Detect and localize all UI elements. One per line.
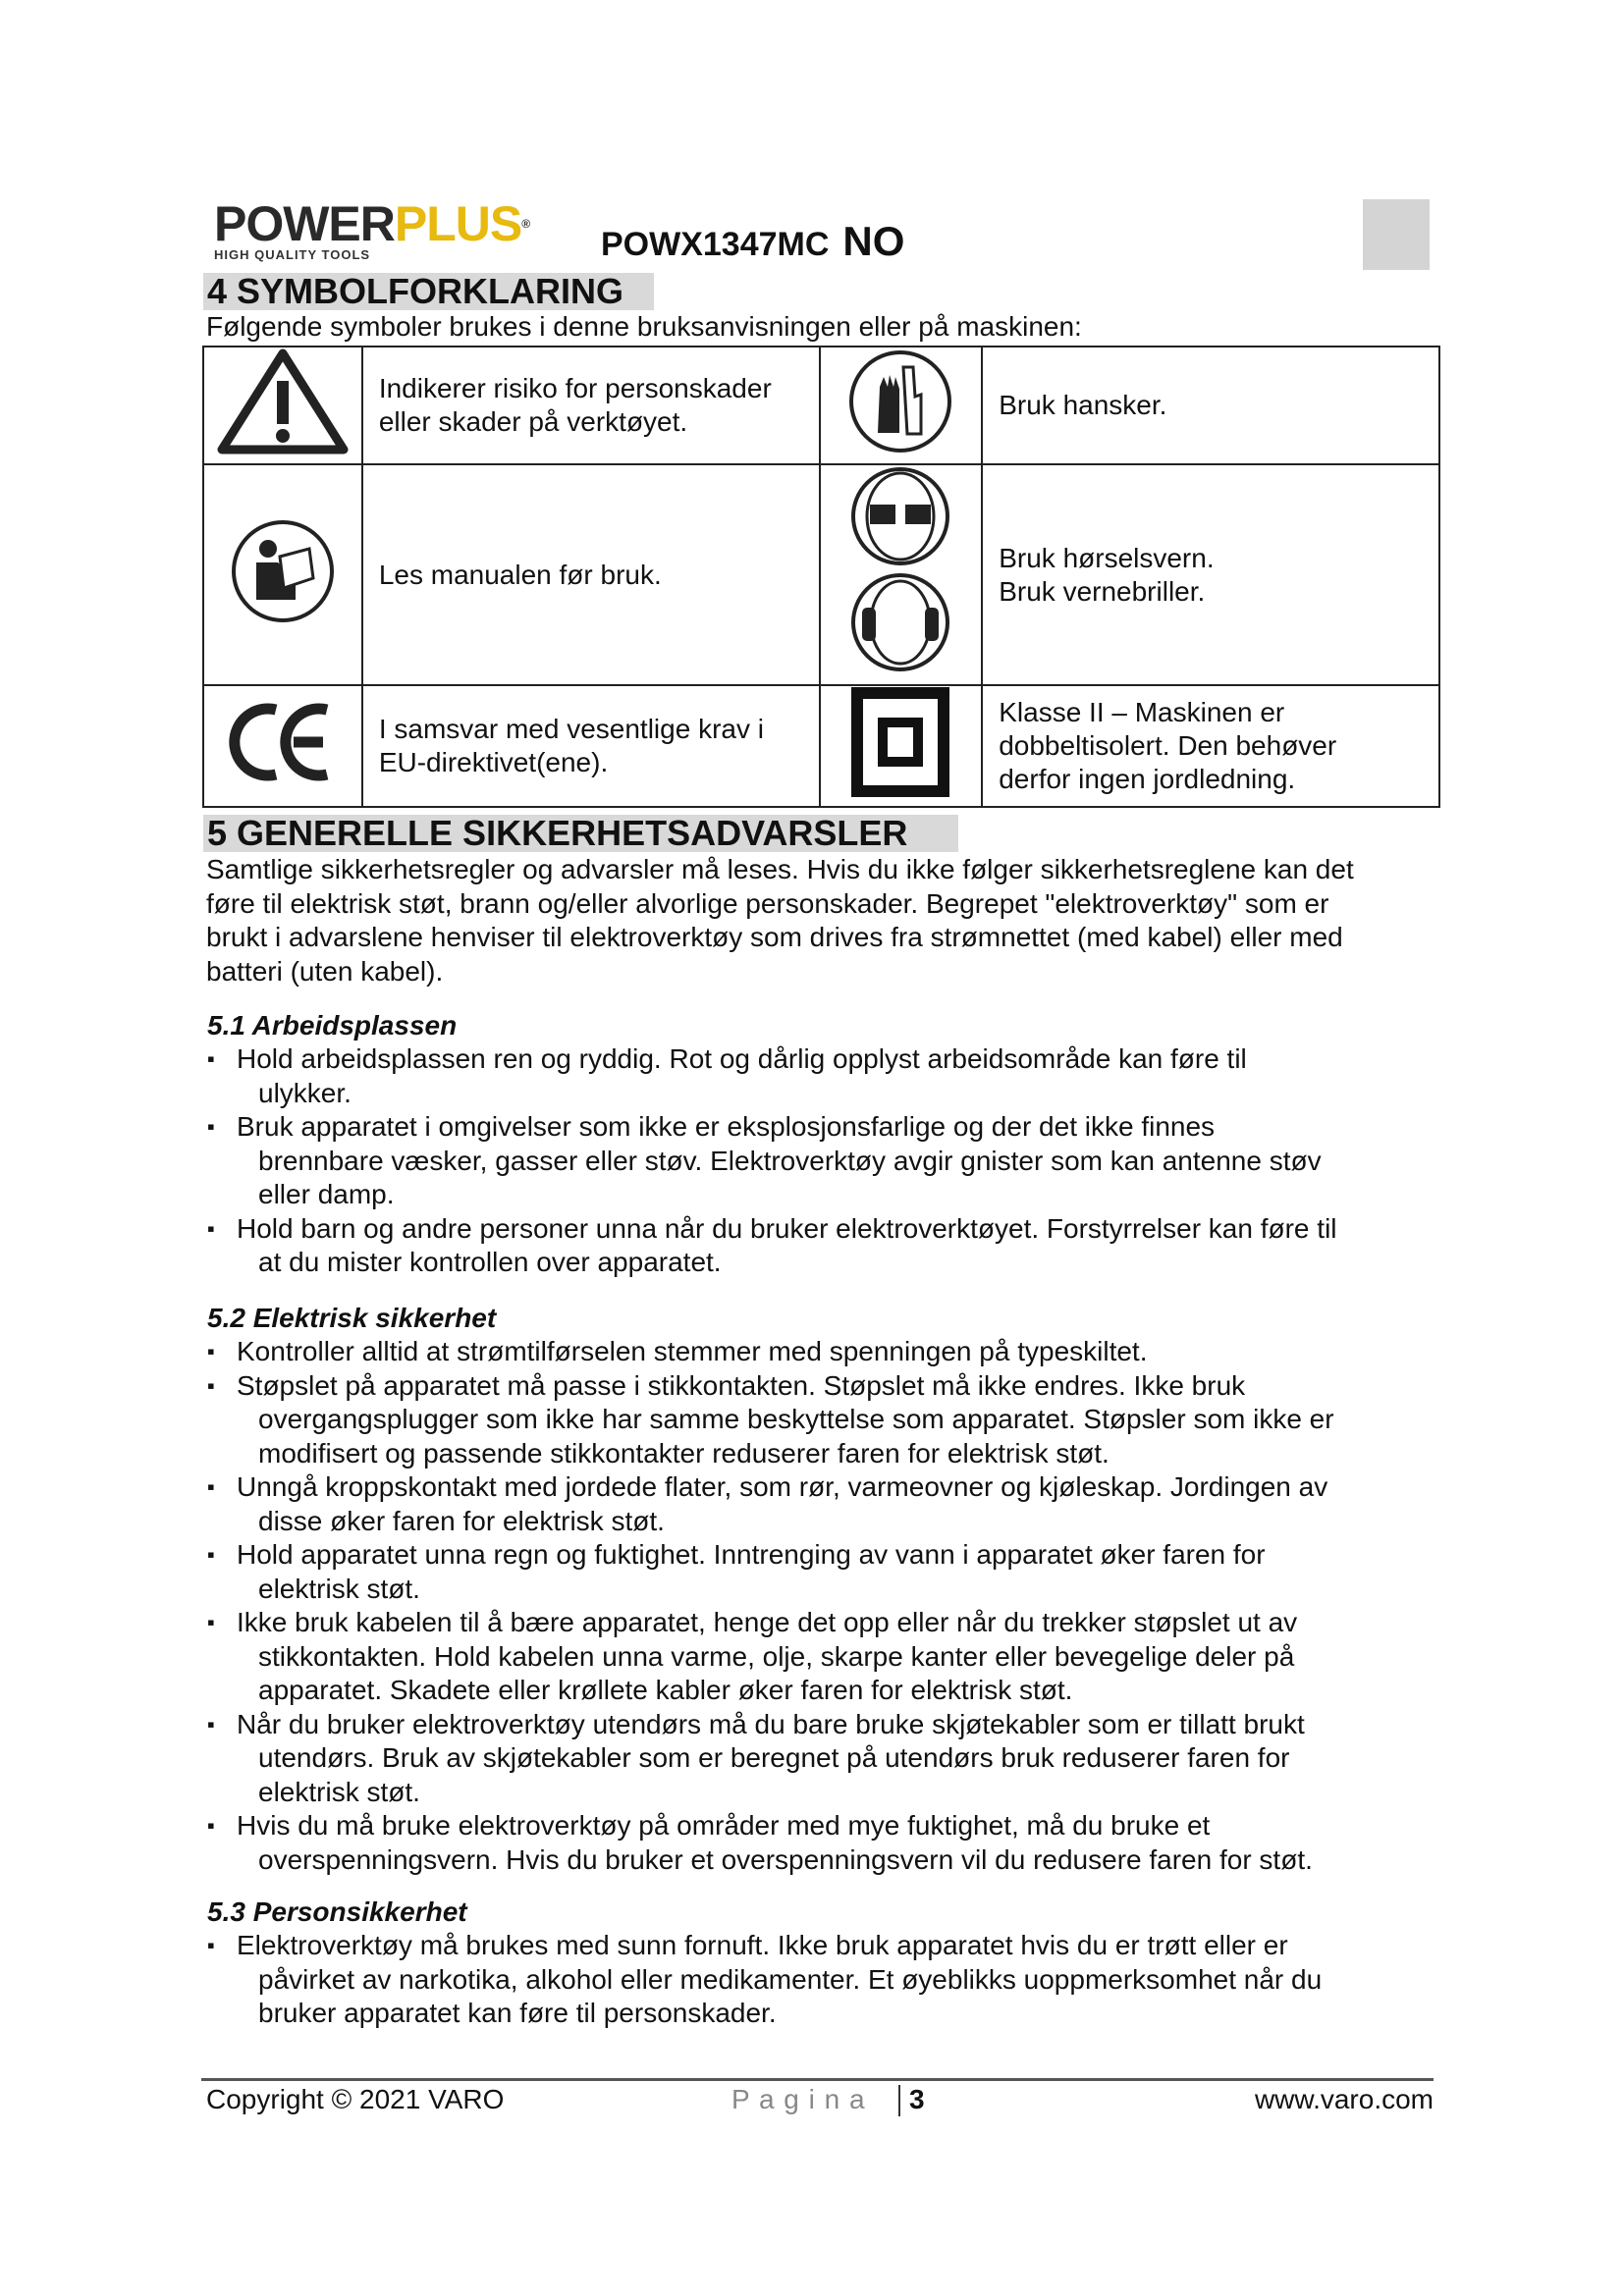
description-line: Bruk hørselsvern. [999,542,1215,573]
intro-line: batteri (uten kabel). [206,955,444,987]
bullet-line: Hvis du må bruke elektroverktøy på områder med mye fuktighet, må du bruke et [237,1810,1211,1841]
bullet-item [0,1110,1624,1212]
description-line: Bruk hansker. [999,390,1167,420]
ce-mark-icon [229,762,337,792]
section-4-intro: Følgende symboler brukes i denne bruksanvisningen eller på maskinen: [206,311,1082,342]
bullet-line: elektrisk støt. [258,1573,420,1604]
bullet-line: overgangsplugger som ikke har samme beskyttelse som apparatet. Støpsler som ikke er [258,1404,1334,1434]
gray-marker [1363,199,1430,270]
subsection [0,1009,1624,1280]
bullet-line: modifisert og passende stikkontakter reduserer faren for elektrisk støt. [258,1437,1110,1468]
bullet-line: Støpslet på apparatet må passe i stikkontakten. Støpslet må ikke endres. Ikke bruk [237,1369,1246,1401]
description-line: eller skader på verktøyet. [378,406,688,437]
footer-divider [201,2078,1434,2081]
bullet-line: bruker apparatet kan føre til personskader. [258,1998,777,2028]
bullet-line: Kontroller alltid at strømtilførselen stemmer med spenningen på typeskiltet. [237,1336,1148,1366]
description-line: Bruk vernebriller. [999,575,1206,607]
read-manual-icon [229,601,337,631]
bullet-icon: ▪ [207,1339,215,1363]
symbol-description [362,464,820,685]
bullet-icon: ▪ [207,1610,215,1634]
description-line: Indikerer risiko for personskader [378,373,772,403]
bullet-icon: ▪ [207,1711,215,1736]
description-line: Les manualen før bruk. [378,559,662,590]
symbol-table [202,346,1440,808]
logo-accent: PLUS [394,196,522,251]
powerplus-logo: POWERPLUS® HIGH QUALITY TOOLS [214,199,577,260]
description-line: I samsvar med vesentlige krav i [378,714,764,744]
bullet-item [0,1042,1624,1110]
bullet-line: ulykker. [258,1077,352,1108]
bullet-line: overspenningsvern. Hvis du bruker et overspenningsvern vil du redusere faren for støt. [258,1843,1313,1875]
language-code: NO [842,218,905,264]
gloves-icon [846,431,954,461]
bullet-item [0,1929,1624,2031]
bullet-icon: ▪ [207,1542,215,1567]
bullet-line: at du mister kontrollen over apparatet. [258,1247,722,1277]
bullet-line: stikkontakten. Hold kabelen unna varme, olje, skarpe kanter eller bevegelige deler på [258,1640,1295,1672]
page-label: P a g i n a [731,2084,866,2114]
bullet-line: Hold apparatet unna regn og fuktighet. Inntrenging av vann i apparatet øker faren for [237,1539,1266,1570]
description-line: Klasse II – Maskinen er [999,697,1285,727]
bullet-line: eller damp. [258,1179,395,1209]
bullet-line: elektrisk støt. [258,1776,420,1807]
model-title [601,218,904,265]
subsection [0,1302,1624,1877]
bullet-icon: ▪ [207,1372,215,1398]
subsection-heading: 5.1 Arbeidsplassen [207,1010,458,1041]
bullet-item [0,1708,1624,1810]
bullet-item [0,1470,1624,1538]
bullet-line: Ikke bruk kabelen til å bære apparatet, henge det opp eller når du trekker støpslet ut av [237,1607,1298,1637]
bullet-icon: ▪ [207,1933,215,1957]
section-4-heading: 4 SYMBOLFORKLARING [203,273,654,310]
warning-triangle-icon [214,431,352,461]
bullet-line: Unngå kroppskontakt med jordede flater, som rør, varmeovner og kjøleskap. Jordingen av [237,1471,1328,1502]
bullet-icon: ▪ [207,1474,215,1499]
bullet-item [0,1212,1624,1280]
bullet-line: brennbare væsker, gasser eller støv. Elektroverktøy avgir gnister som kan antenne støv [258,1145,1322,1176]
subsection-heading: 5.2 Elektrisk sikkerhet [207,1303,497,1333]
page-number: 3 [909,2084,925,2114]
symbol-description [982,464,1439,685]
bullet-line: Når du bruker elektroverktøy utendørs må du bare bruke skjøtekabler som er tillatt brukt [237,1708,1305,1739]
section-5-intro [206,853,1354,988]
symbol-description [362,347,820,464]
model-number: POWX1347MC [601,226,830,263]
bullet-item [0,1809,1624,1877]
website: www.varo.com [1254,2084,1434,2114]
logo-tagline: HIGH QUALITY TOOLS [214,247,371,262]
bullet-line: utendørs. Bruk av skjøtekabler som er beregnet på utendørs bruk reduserer faren for [258,1742,1290,1773]
bullet-item [0,1335,1624,1369]
symbol-description [982,685,1439,807]
bullet-item [0,1606,1624,1708]
intro-line: brukt i advarslene henviser til elektroverktøy som drives fra strømnettet (med kabel) eller med [206,922,1343,952]
bullet-line: Bruk apparatet i omgivelser som ikke er eksplosjonsfarlige og der det ikke finnes [237,1111,1216,1142]
class-ii-icon [851,773,949,803]
symbol-row [203,464,1439,685]
bullet-line: apparatet. Skadete eller krøllete kabler øker faren for elektrisk støt. [258,1675,1073,1705]
bullet-line: Hold arbeidsplassen ren og ryddig. Rot og dårlig opplyst arbeidsområde kan føre til [237,1043,1247,1074]
bullet-line: Elektroverktøy må brukes med sunn fornuft. Ikke bruk apparatet hvis du er trøtt eller er [237,1930,1288,1960]
subsection-heading: 5.3 Personsikkerhet [207,1896,467,1927]
description-line: EU-direktivet(ene). [378,747,609,777]
bullet-icon: ▪ [207,1114,215,1139]
bullet-icon: ▪ [207,1813,215,1838]
subsection [0,1896,1624,2031]
section-5-heading: 5 GENERELLE SIKKERHETSADVARSLER [203,815,958,852]
symbol-row [203,347,1439,464]
intro-line: Samtlige sikkerhetsregler og advarsler må leses. Hvis du ikke følger sikkerhetsreglene kan det [206,854,1354,884]
intro-line: føre til elektrisk støt, brann og/eller alvorlige personskader. Begrepet "elektroverktøy" som er [206,887,1329,919]
bullet-icon: ▪ [207,1215,215,1241]
copyright: Copyright © 2021 VARO [206,2084,505,2114]
bullet-line: Hold barn og andre personer unna når du bruker elektroverktøyet. Forstyrrelser kan føre til [237,1212,1337,1244]
bullet-item [0,1369,1624,1471]
bullet-icon: ▪ [207,1046,215,1071]
bullet-item [0,1538,1624,1606]
bullet-line: disse øker faren for elektrisk støt. [258,1505,665,1536]
bullet-line: påvirket av narkotika, alkohol eller medikamenter. Et øyeblikks uoppmerksomhet når du [258,1963,1323,1995]
symbol-description [362,685,820,807]
symbol-description [982,347,1439,464]
symbol-row [203,685,1439,807]
logo-main: POWER [214,196,395,251]
goggles-ear-protection-icon [846,652,954,682]
description-line: derfor ingen jordledning. [999,764,1296,794]
description-line: dobbeltisolert. Den behøver [999,730,1337,761]
